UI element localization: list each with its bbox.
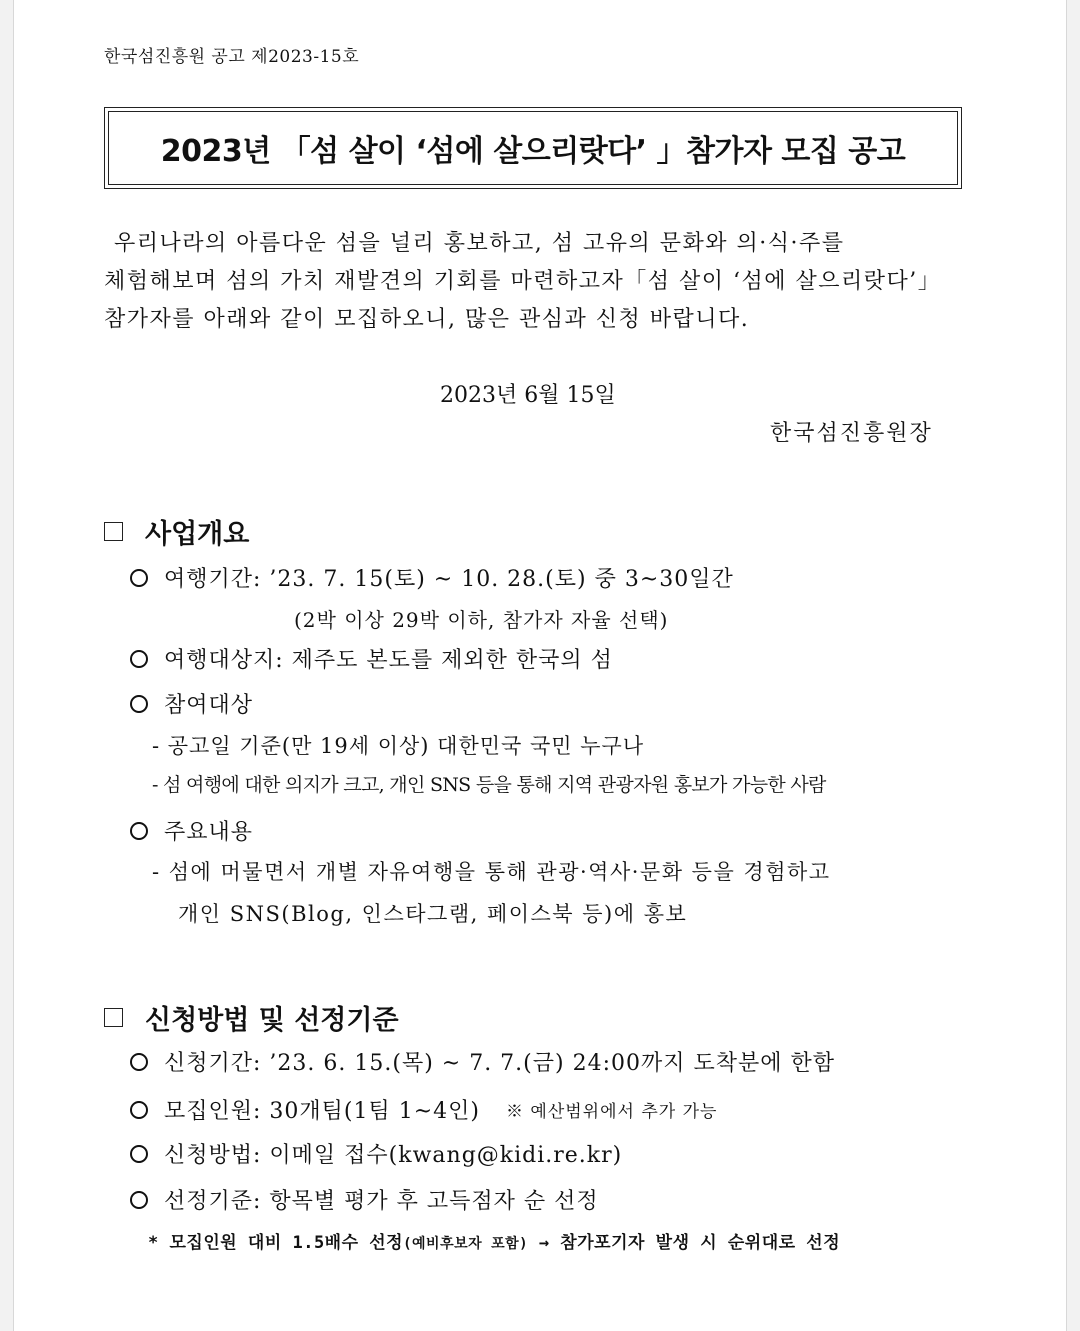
recruit-count-item (130, 1094, 717, 1125)
notice-number: 한국섬진흥원 공고 제2023-15호 (104, 47, 360, 67)
content-line-2: 개인 SNS(Blog, 인스타그램, 페이스북 등)에 홍보 (178, 902, 688, 926)
section-overview-title: 사업개요 (145, 519, 250, 550)
apply-method-text: 신청방법: 이메일 접수(kwang@kidi.re.kr) (164, 1143, 623, 1168)
criteria-text: 선정기준: 항목별 평가 후 고득점자 순 선정 (164, 1189, 599, 1214)
recruit-count-text: 모집인원: 30개팀(1팀 1~4인) (164, 1099, 480, 1124)
notice-date: 2023년 6월 15일 (440, 383, 616, 408)
issuer: 한국섬진흥원장 (770, 421, 933, 446)
title-box (104, 107, 962, 189)
destination-item (130, 643, 613, 674)
checkbox-square-icon (104, 522, 123, 541)
intro-line-1: 우리나라의 아름다운 섬을 널리 홍보하고, 섬 고유의 문화와 의·식·주를 (114, 231, 845, 256)
page-title: 2023년 「섬 살이 ‘섬에 살으리랏다’ 」참가자 모집 공고 (160, 134, 906, 169)
footnote-part-3: → 참가포기자 발생 시 순위대로 선정 (538, 1233, 841, 1253)
circle-bullet-icon (130, 1191, 148, 1209)
section-apply-title: 신청방법 및 선정기준 (145, 1005, 399, 1036)
recruit-count-note: ※ 예산범위에서 추가 가능 (506, 1102, 718, 1122)
title-box-inner (108, 111, 958, 185)
page-edge-left (0, 0, 14, 1331)
circle-bullet-icon (130, 822, 148, 840)
page-edge-right (1066, 0, 1080, 1331)
circle-bullet-icon (130, 650, 148, 668)
circle-bullet-icon (130, 1101, 148, 1119)
checkbox-square-icon (104, 1008, 123, 1027)
circle-bullet-icon (130, 1053, 148, 1071)
apply-period-item (130, 1046, 835, 1077)
intro-line-2: 체험해보며 섬의 가치 재발견의 기회를 마련하고자「섬 살이 ‘섬에 살으리랏다’」 (104, 269, 942, 294)
content-item (130, 815, 253, 846)
intro-line-3: 참가자를 아래와 같이 모집하오니, 많은 관심과 신청 바랍니다. (104, 307, 750, 332)
section-apply-heading (104, 998, 399, 1037)
apply-method-item (130, 1138, 622, 1169)
destination-text: 여행대상지: 제주도 본도를 제외한 한국의 섬 (164, 648, 613, 673)
circle-bullet-icon (130, 569, 148, 587)
criteria-item (130, 1184, 599, 1215)
footnote-part-1: * 모집인원 대비 1.5배수 선정 (148, 1233, 404, 1253)
travel-period-text: 여행기간: ’23. 7. 15(토) ~ 10. 28.(토) 중 3~30일간 (164, 567, 734, 592)
circle-bullet-icon (130, 1145, 148, 1163)
apply-period-text: 신청기간: ’23. 6. 15.(목) ~ 7. 7.(금) 24:00까지 도착분에 한함 (164, 1051, 835, 1076)
travel-period-note: (2박 이상 29박 이하, 참가자 자율 선택) (294, 608, 669, 632)
travel-period-item (130, 562, 734, 593)
circle-bullet-icon (130, 695, 148, 713)
target-line-1: - 공고일 기준(만 19세 이상) 대한민국 국민 누구나 (152, 734, 645, 758)
content-line-1: - 섬에 머물면서 개별 자유여행을 통해 관광·역사·문화 등을 경험하고 (152, 860, 831, 884)
target-line-2: - 섬 여행에 대한 의지가 크고, 개인 SNS 등을 통해 지역 관광자원 홍보가 가능한 사람 (152, 774, 826, 796)
content-label: 주요내용 (164, 820, 254, 845)
target-label: 참여대상 (164, 693, 254, 718)
footnote-part-2: (예비후보자 포함) (403, 1236, 529, 1252)
section-overview-heading (104, 512, 249, 551)
target-item (130, 688, 253, 719)
selection-footnote (148, 1228, 840, 1253)
